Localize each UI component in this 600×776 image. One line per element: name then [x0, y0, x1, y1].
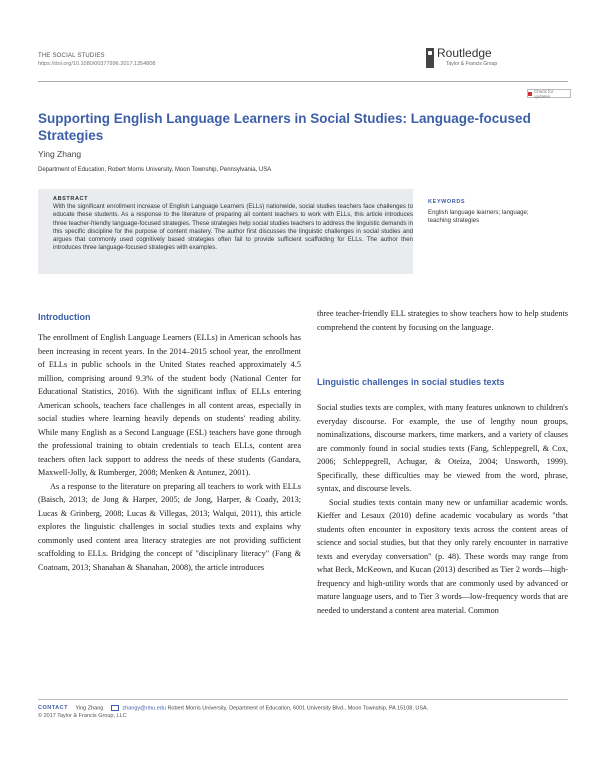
linguistic-challenges-body — [317, 401, 568, 617]
routledge-logo-icon — [426, 48, 434, 68]
abstract-heading: ABSTRACT — [53, 196, 89, 202]
copyright-notice: © 2017 Taylor & Francis Group, LLC — [38, 713, 127, 719]
keywords-text: English language learners; language; teaching strategies — [428, 209, 529, 225]
author-name: Ying Zhang — [38, 149, 82, 159]
publisher-name: Routledge — [437, 46, 492, 60]
publisher-subtitle: Taylor & Francis Group — [446, 61, 498, 67]
email-icon — [111, 705, 119, 711]
contact-line — [38, 705, 428, 711]
article-title: Supporting English Language Learners in Social Studies: Language-focused Strategies — [38, 111, 531, 143]
check-updates-button[interactable] — [527, 89, 571, 98]
intro-paragraph-3: three teacher-friendly ELL strategies to show teachers how to help students comprehend the content by focusing on the language. — [317, 309, 568, 332]
intro-paragraph-1: The enrollment of English Language Learners (ELLs) in American schools has been increasing in recent years. In the 2014–2015 school year, the enrollment of ELLs in public schools in the United States reached approximately 4.5 million, comprising around 9.3% of the student body (National Center for Educational Statistics, 2016). With the significant influx of ELLs entering American schools, teachers face challenges in all content areas, especially in social studies where learning heavily depends on students' reading ability. While many English as a Second Language (ESL) teachers have gone through the professional training to obtain credentials to teach ELLs, content area teachers often lack support to address the needs of these students (Gandara, Maxwell-Jolly, & Rumberger, 2008; Menken & Antunez, 2001). — [38, 333, 301, 477]
author-affiliation: Department of Education, Robert Morris University, Moon Township, Pennsylvania, USA — [38, 167, 272, 173]
contact-address: Robert Morris University, Department of Education, 6001 University Blvd., Moon Township, PA 15108, USA. — [167, 705, 429, 712]
intro-continuation — [317, 307, 568, 334]
keywords-heading: KEYWORDS — [428, 199, 466, 205]
journal-name: THE SOCIAL STUDIES — [38, 53, 105, 59]
linguistic-paragraph-1: Social studies texts are complex, with many features unknown to children's everyday discourse. For example, the use of lengthy noun groups, nominalizations, discourse markers, time markers, and a variety of clauses are commonly found in social studies texts (Fang, Schleppegrell, & Cox, 2006; Schleppegrell, Achugar, & Oteíza, 2004; Unsworth, 1999). Specifically, these difficulties may be viewed from the word, phrase, syntax, and discourse levels. — [317, 403, 568, 493]
introduction-body — [38, 331, 301, 574]
header-divider — [38, 81, 568, 82]
linguistic-paragraph-2: Social studies texts contain many new or unfamiliar academic words. Kieffer and Lesaux (2010) define academic vocabulary as words "that students often encounter in expository texts across the content areas of science and social studies, but that they only rarely encounter in narrative texts and everyday conversation" (p. 48). These words may range from what Beck, McKeown, and Kucan (2013) described as Tier 2 words—high-frequency and high-utility words that are commonly used by advanced or mature language users, and to Tier 3 words—low-frequency words that are needed to understand a content area material. Common — [317, 497, 568, 615]
contact-label: CONTACT — [38, 705, 68, 712]
intro-paragraph-2: As a response to the literature on preparing all teachers to work with ELLs (Baisch, 2013; de Jong & Harper, 2005; de Jong, Harper, & Coady, 2013; Lucas & Grinberg, 2008; Lucas & Villegas, 2013; Walqui, 2011), this article explores the linguistic challenges in social studies texts and explains why commonly used content area literacy strategies are not providing sufficient scaffolding to ELLs. Bridging the concept of "disciplinary literacy" (Fang & Coatoam, 2013; Shanahan & Shanahan, 2008), the article introduces — [38, 481, 301, 572]
abstract-text: With the significant enrollment increase of English Language Learners (ELLs) nationwide, social studies teachers face challenges to educate these students. As a response to the literature of preparing all content teachers to work with ELLs, this article introduces three teacher-friendly language-focused strategies. These strategies help social studies teachers to address the linguistic demands in this specific discipline for the purpose of content mastery. The author first discusses the linguistic challenges in social studies and argues that commonly used cognitively based strategies often fail to provide sufficient scaffolding for ELLs. The author then introduces three language-focused strategies with examples. — [53, 203, 413, 252]
check-updates-label: Check for updates — [533, 88, 554, 99]
introduction-heading: Introduction — [38, 312, 91, 322]
crossmark-icon — [528, 92, 532, 96]
footer-divider — [38, 699, 568, 700]
doi-link[interactable]: https://doi.org/10.1080/00377996.2017.1354808 — [38, 61, 156, 67]
contact-name: Ying Zhang — [75, 705, 104, 712]
linguistic-challenges-heading: Linguistic challenges in social studies texts — [317, 377, 505, 387]
contact-email-link[interactable]: zhangy@rmu.edu — [122, 705, 166, 712]
